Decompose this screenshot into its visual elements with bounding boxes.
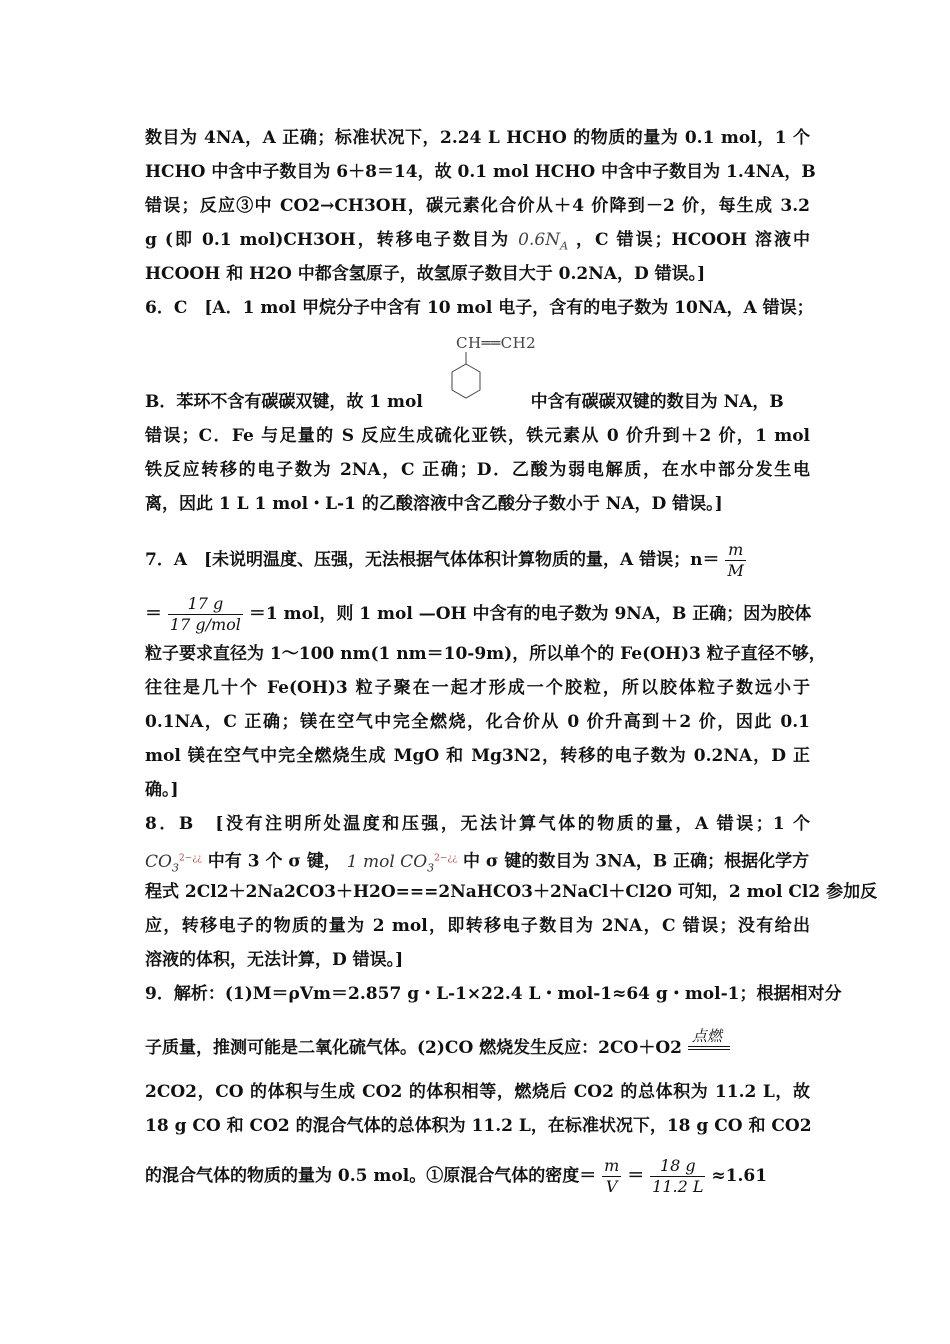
carbonate-ion: $CO_3^{2-¿¿}$ [145,851,202,875]
text-line-11-a: 7．A [未说明温度、压强，无法根据气体体积计算物质的量，A 错误；n＝ [145,550,720,570]
text-line-18: 8．B [没有注明所处温度和压强，无法计算气体的物质的量，A 错误；1 个 [145,814,810,834]
text-line-19-a: 中有 3 个 σ 键， [207,851,341,872]
math-0-6-na: $0.6N_A$ [518,230,569,253]
text-line-12 [145,594,810,635]
text-line-11 [145,540,810,581]
text-line-5: HCOOH 和 H2O 中都含氢原子，故氢原子数目大于 0.2NA，D 错误。] [145,264,706,284]
text-line-26: 18 g CO 和 CO2 的混合气体的总体积为 11.2 L，在标准状况下，18 g CO 和 CO2 [145,1116,812,1136]
text-line-4-a: g (即 0.1 mol)CH3OH，转移电子数目为 [145,230,511,250]
fraction-17g-over-17gmol: $\frac{17 g}{\text{17 g/mol}}$ [169,594,241,634]
text-line-19 [145,846,810,880]
reaction-condition: 点燃 [688,1030,730,1060]
text-line-7 [145,390,810,414]
text-line-20: 程式 2Cl2＋2Na2CO3＋H2O===2NaHCO3＋2NaCl＋Cl2O 可知，2 mol Cl2 参加反 [145,882,878,902]
text-line-14: 往往是几十个 Fe(OH)3 粒子聚在一起才形成一个胶粒，所以胶体粒子数远小于 [145,678,810,698]
styrene-vinyl-label: CH══CH2 [456,334,537,352]
text-line-24-a: 子质量，推测可能是二氧化硫气体。(2)CO 燃烧发生反应：2CO＋O2 [145,1038,682,1058]
fraction-18g-over-11-2L: $\frac{18 g}{11.2 L}$ [652,1156,704,1196]
text-line-10: 离，因此 1 L 1 mol・L-1 的乙酸溶液中含乙酸分子数小于 NA，D 错误。] [145,494,723,514]
text-line-23: 9．解析：(1)M＝ρVm＝2.857 g・L-1×22.4 L・mol-1≈64 g・mol-1；根据相对分 [145,984,842,1004]
text-line-27-c: ≈1.61 [711,1166,768,1186]
fraction-m-over-M: $\frac{m}{M}$ [727,540,744,580]
text-line-12-b: ＝1 mol，则 1 mol —OH 中含有的电子数为 9NA，B 正确；因为胶体 [248,604,812,624]
text-line-6: 6．C [A．1 mol 甲烷分子中含有 10 mol 电子，含有的电子数为 10NA，A 错误； [145,298,814,318]
text-line-13: 粒子要求直径为 1～100 nm(1 nm＝10-9m)，所以单个的 Fe(OH)3 粒子直径不够， [145,644,826,664]
text-line-3: 错误；反应③中 CO2→CH3OH，碳元素化合价从＋4 价降到－2 价，每生成 3.2 [145,196,810,216]
text-line-4 [145,228,810,258]
text-line-25: 2CO2，CO 的体积与生成 CO2 的体积相等，燃烧后 CO2 的总体积为 11.2 L，故 [145,1082,810,1102]
text-line-27-a: 的混合气体的物质的量为 0.5 mol。①原混合气体的密度＝ [145,1166,597,1186]
carbonate-1mol: 1 mol $CO_3^{2-¿¿}$ [346,851,458,875]
text-line-12-a: ＝ [145,604,162,624]
text-line-8: 错误；C．Fe 与足量的 S 反应生成硫化亚铁，铁元素从 0 价升到＋2 价，1 mol [145,426,810,446]
text-line-21: 应，转移电子的物质的量为 2 mol，即转移电子数目为 2NA，C 错误；没有给出 [145,916,810,936]
text-line-27-b: ＝ [627,1166,645,1186]
text-line-24 [145,1027,810,1060]
text-line-27 [145,1156,810,1197]
text-line-2: HCHO 中含中子数目为 6＋8＝14，故 0.1 mol HCHO 中含中子数目为 1.4NA，B [145,162,816,182]
text-line-16: mol 镁在空气中完全燃烧生成 MgO 和 Mg3N2，转移的电子数为 0.2NA，D 正 [145,746,810,766]
text-line-19-b: 中 σ 键的数目为 3NA，B 正确；根据化学方 [462,851,810,872]
fraction-m-over-V: $\frac{m}{V}$ [604,1156,620,1196]
text-line-22: 溶液的体积，无法计算，D 错误。] [145,950,404,970]
text-line-7-b: 中含有碳碳双键的数目为 NA，B [530,392,784,412]
text-line-4-c: ，C 错误；HCOOH 溶液中 [576,230,811,250]
text-line-1: 数目为 4NA，A 正确；标准状况下，2.24 L HCHO 的物质的量为 0.1 mol，1 个 [145,128,810,148]
text-line-15: 0.1NA，C 正确；镁在空气中完全燃烧，化合价从 0 价升高到＋2 价，因此 0.1 [145,712,810,732]
text-line-17: 确。] [145,780,179,800]
text-line-9: 铁反应转移的电子数为 2NA，C 正确；D．乙酸为弱电解质，在水中部分发生电 [145,460,810,480]
text-line-7-a: B．苯环不含有碳碳双键，故 1 mol [145,392,423,412]
